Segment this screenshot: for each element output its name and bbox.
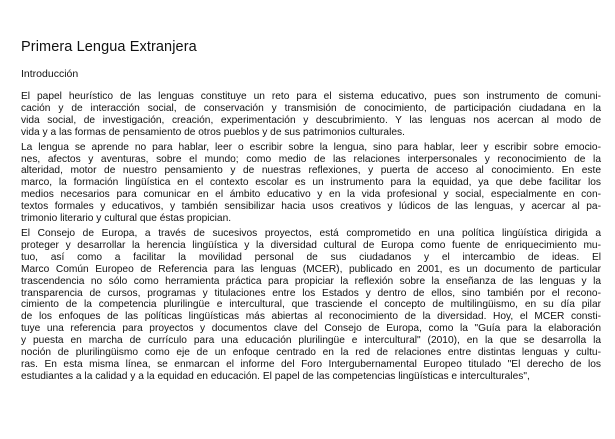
text-line: y puesta en marcha de currículo para una educación plurilingüe e intercultural" (2010), en la que se desarrolla la xyxy=(21,335,601,347)
text-line: vida y a las formas de pensamiento de otros pueblos y de sus patrimonios culturales. xyxy=(21,126,405,138)
document-body xyxy=(21,91,601,383)
text-line: El papel heurístico de las lenguas constituye un reto para el sistema educativo, pues son instrumento de comuni- xyxy=(21,91,601,102)
text-line: trimonio literario y cultural que éstas propician. xyxy=(21,213,232,225)
text-line: medios necesarios para comunicar en el ámbito educativo y en la vida profesional y social, especialmente en con- xyxy=(21,189,601,201)
section-heading: Introducción xyxy=(21,68,79,80)
text-line: La lengua se aprende no para hablar, leer o escribir sobre la lengua, sino para hablar, leer y escribir sobre emocio- xyxy=(21,141,601,153)
paragraph xyxy=(21,142,601,225)
text-line: proteger y desarrollar la herencia lingüística y la diversidad cultural de Europa como fuente de enriquecimiento mu- xyxy=(21,239,601,251)
paragraph xyxy=(21,228,601,383)
text-line: trascendencia no sólo como herramienta práctica para propiciar la reflexión sobre la enseñanza de las lenguas y la xyxy=(21,275,601,287)
text-line: transparencia de cursos, programas y titulaciones entre los Estados y dentro de ellos, sino también por el recono- xyxy=(21,287,601,299)
text-line: cación y de interacción social, de conservación y transmisión de conocimiento, de participación ciudadana en la xyxy=(21,102,601,114)
document-page xyxy=(21,38,601,386)
text-line: alteridad, motor de nuestro pensamiento y de nuestras reflexiones, y puerta de acceso al conocimiento. En este xyxy=(21,165,601,177)
text-line: Marco Común Europeo de Referencia para las lenguas (MCER), publicado en 2001, es un documento de particular xyxy=(21,263,601,275)
text-line: ras. En esta misma línea, se enmarcan el informe del Foro Intergubernamental Europeo titulado "El derecho de los xyxy=(21,358,601,370)
text-line: textos formales y educativos, y también sensibilizar hacia usos creativos y lúdicos de las lenguas, y acercar al pa- xyxy=(21,201,601,213)
text-line: tuo, así como a facilitar la movilidad personal de sus ciudadanos y el intercambio de ideas. El xyxy=(21,251,601,263)
text-line: vida social, de investigación, creación, experimentación y descubrimiento. Y las lenguas nos acercan al modo de xyxy=(21,114,601,126)
text-line: estudiantes a la calidad y a la equidad en educación. El papel de las competencias lingüísticas e interculturales", xyxy=(21,370,530,382)
text-line: El Consejo de Europa, a través de sucesivos proyectos, está comprometido en una política lingüística dirigida a xyxy=(21,227,601,239)
document-title: Primera Lengua Extranjera xyxy=(21,39,197,55)
text-line: tuye una referencia para proyectos y documentos clave del Consejo de Europa, como la "Guía para la elaboración xyxy=(21,323,601,335)
text-line: noción de plurilingüismo como eje de un enfoque centrado en la red de relaciones entre distintas lenguas y cultu- xyxy=(21,347,601,359)
text-line: nes, afectos y aventuras, sobre el mundo; como medio de las relaciones interpersonales y reconocimiento de la xyxy=(21,153,601,165)
text-line: de los enfoques de las políticas lingüísticas más abiertas al reconocimiento de la diversidad. Hoy, el MCER consti- xyxy=(21,311,601,323)
paragraph xyxy=(21,91,601,139)
text-line: marco, la formación lingüística en el contexto escolar es un instrumento para la equidad, ya que debe facilitar los xyxy=(21,177,601,189)
text-line: cimiento de la competencia plurilingüe e intercultural, que trasciende el concepto de multilingüismo, en su día pilar xyxy=(21,299,601,311)
